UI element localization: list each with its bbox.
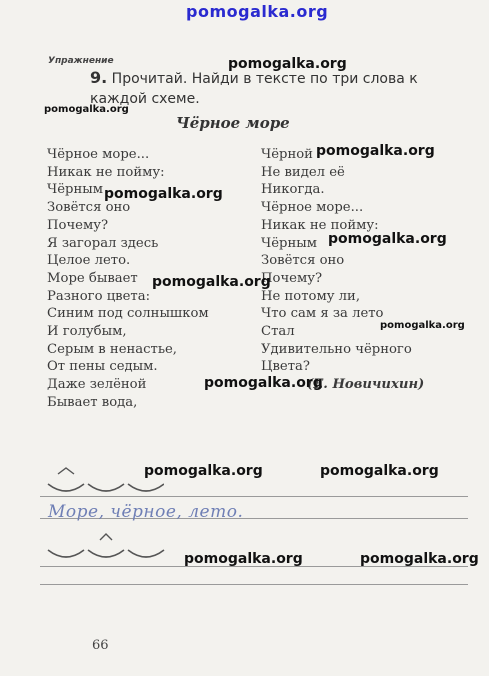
poem-line: Чёрной [261,147,313,162]
watermark: pomogalka.org [152,274,271,290]
poem-line: Стал [261,324,295,340]
poem-title: Чёрное море [176,114,290,132]
poem-line: Не потому ли, [261,288,361,304]
poem-author: (Е. Новичихин) [307,377,425,393]
watermark: pomogalka.org [204,375,323,391]
poem-line: Бывает вода, [47,394,138,410]
watermark-top[interactable]: pomogalka.org [186,2,329,21]
poem-line: Я загорал здесь [47,235,159,251]
poem-line: Зовётся оно [47,200,131,216]
poem-line: Чёрное море... [47,147,150,162]
poem-line: Никогда. [261,182,325,198]
watermark: pomogalka.org [328,231,447,247]
poem-line: Удивительно чёрного [261,341,412,357]
watermark: pomogalka.org [320,463,439,479]
poem-line: Почему? [261,270,323,286]
poem-line: Чёрным [261,235,317,251]
syllable-scheme-three-arcs-second [44,532,170,562]
poem-line: Чёрное море... [261,200,364,216]
poem-line: Даже зелёной [47,377,147,393]
poem-line: Почему? [47,217,109,233]
poem-line: Цвета? [261,359,310,375]
watermark: pomogalka.org [228,56,347,72]
answer-line-top [40,496,468,497]
poem-line: Море бывает [47,270,138,286]
watermark: pomogalka.org [316,143,435,159]
poem-line: Синим под солнышком [47,306,209,322]
watermark: pomogalka.org [184,551,303,567]
watermark: pomogalka.org [360,551,479,567]
poem-line: Никак не пойму: [47,164,165,180]
page-number: 66 [92,638,109,653]
poem-line: Не видел её [261,164,345,180]
poem-line: Зовётся оно [261,253,345,269]
watermark: pomogalka.org [144,463,263,479]
task-text: Прочитай. Найди в тексте по три слова к каждой схеме. [90,71,418,107]
poem-line: Разного цвета: [47,288,151,304]
task-number: 9. [90,68,108,87]
poem-line: И голубым, [47,324,127,340]
watermark: pomogalka.org [44,104,129,115]
poem-line: Чёрным [47,182,103,198]
watermark: pomogalka.org [380,320,465,331]
poem-line: Целое лето. [47,253,131,269]
answer-line-2-bottom [40,584,468,585]
watermark: pomogalka.org [104,186,223,202]
poem-line: Никак не пойму: [261,217,379,233]
handwritten-answer: Море, чёрное, лето. [48,502,244,522]
poem-line: От пены седым. [47,359,158,375]
poem-right-column [261,146,424,394]
poem-line: Что сам я за лето [261,306,384,322]
poem-line: Серым в ненастье, [47,341,178,357]
section-label: Упражнение [48,56,114,66]
task-instruction [90,68,470,109]
